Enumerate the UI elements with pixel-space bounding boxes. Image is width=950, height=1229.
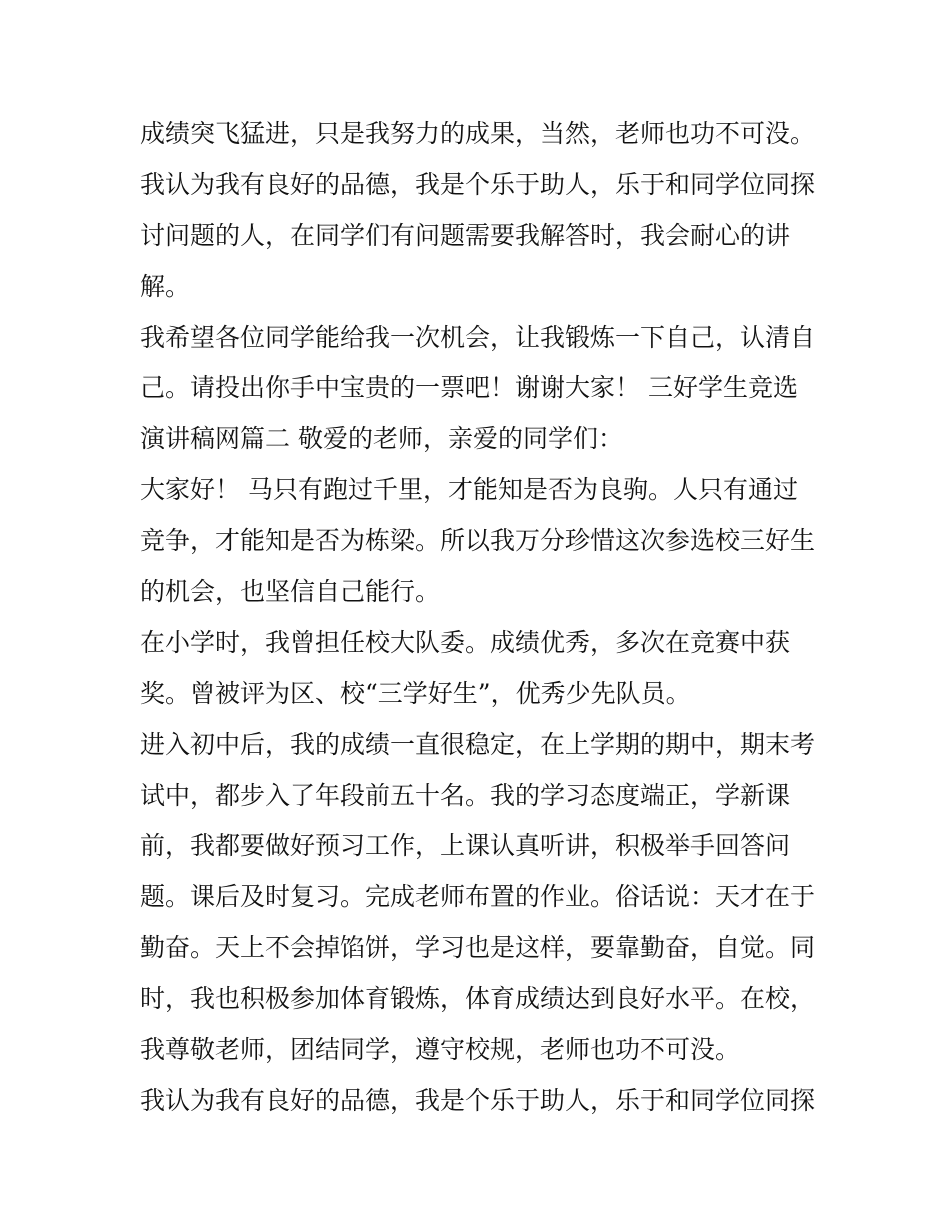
text-line: 解。 [140, 271, 191, 301]
text-line: 进入初中后，我的成绩一直很稳定，在上学期的期中，期末考 [140, 729, 816, 759]
text-line: 演讲稿网篇二 敬爱的老师，亲爱的同学们： [140, 424, 623, 454]
text-line: 前，我都要做好预习工作，上课认真听讲，积极举手回答问 [140, 831, 791, 861]
text-line: 我尊敬老师，团结同学，遵守校规，老师也功不可没。 [140, 1035, 741, 1065]
text-line: 时，我也积极参加体育锻炼，体育成绩达到良好水平。在校， [140, 984, 816, 1014]
text-line: 奖。曾被评为区、校“三学好生”，优秀少先队员。 [140, 678, 691, 708]
text-line: 试中，都步入了年段前五十名。我的学习态度端正，学新课 [140, 780, 791, 810]
text-line: 讨问题的人，在同学们有问题需要我解答时，我会耐心的讲 [140, 220, 791, 250]
text-line: 大家好！ 马只有跑过千里，才能知是否为良驹。人只有通过 [140, 475, 798, 505]
text-line: 的机会，也坚信自己能行。 [140, 577, 441, 607]
text-line: 我认为我有良好的品德，我是个乐于助人，乐于和同学位同探 [140, 169, 816, 199]
text-line: 竞争，才能知是否为栋梁。所以我万分珍惜这次参选校三好生 [140, 526, 816, 556]
document-body [140, 109, 820, 1127]
text-line: 成绩突飞猛进，只是我努力的成果，当然，老师也功不可没。 [140, 119, 816, 148]
text-line: 在小学时，我曾担任校大队委。成绩优秀，多次在竞赛中获 [140, 627, 791, 657]
text-line: 己。请投出你手中宝贵的一票吧！谢谢大家！ 三好学生竞选 [140, 373, 798, 403]
text-line: 我认为我有良好的品德，我是个乐于助人，乐于和同学位同探 [140, 1085, 816, 1115]
text-line: 题。课后及时复习。完成老师布置的作业。俗话说：天才在于 [140, 882, 816, 912]
text-line: 勤奋。天上不会掉馅饼，学习也是这样，要靠勤奋，自觉。同 [140, 933, 816, 963]
text-line: 我希望各位同学能给我一次机会，让我锻炼一下自己，认清自 [140, 322, 816, 352]
